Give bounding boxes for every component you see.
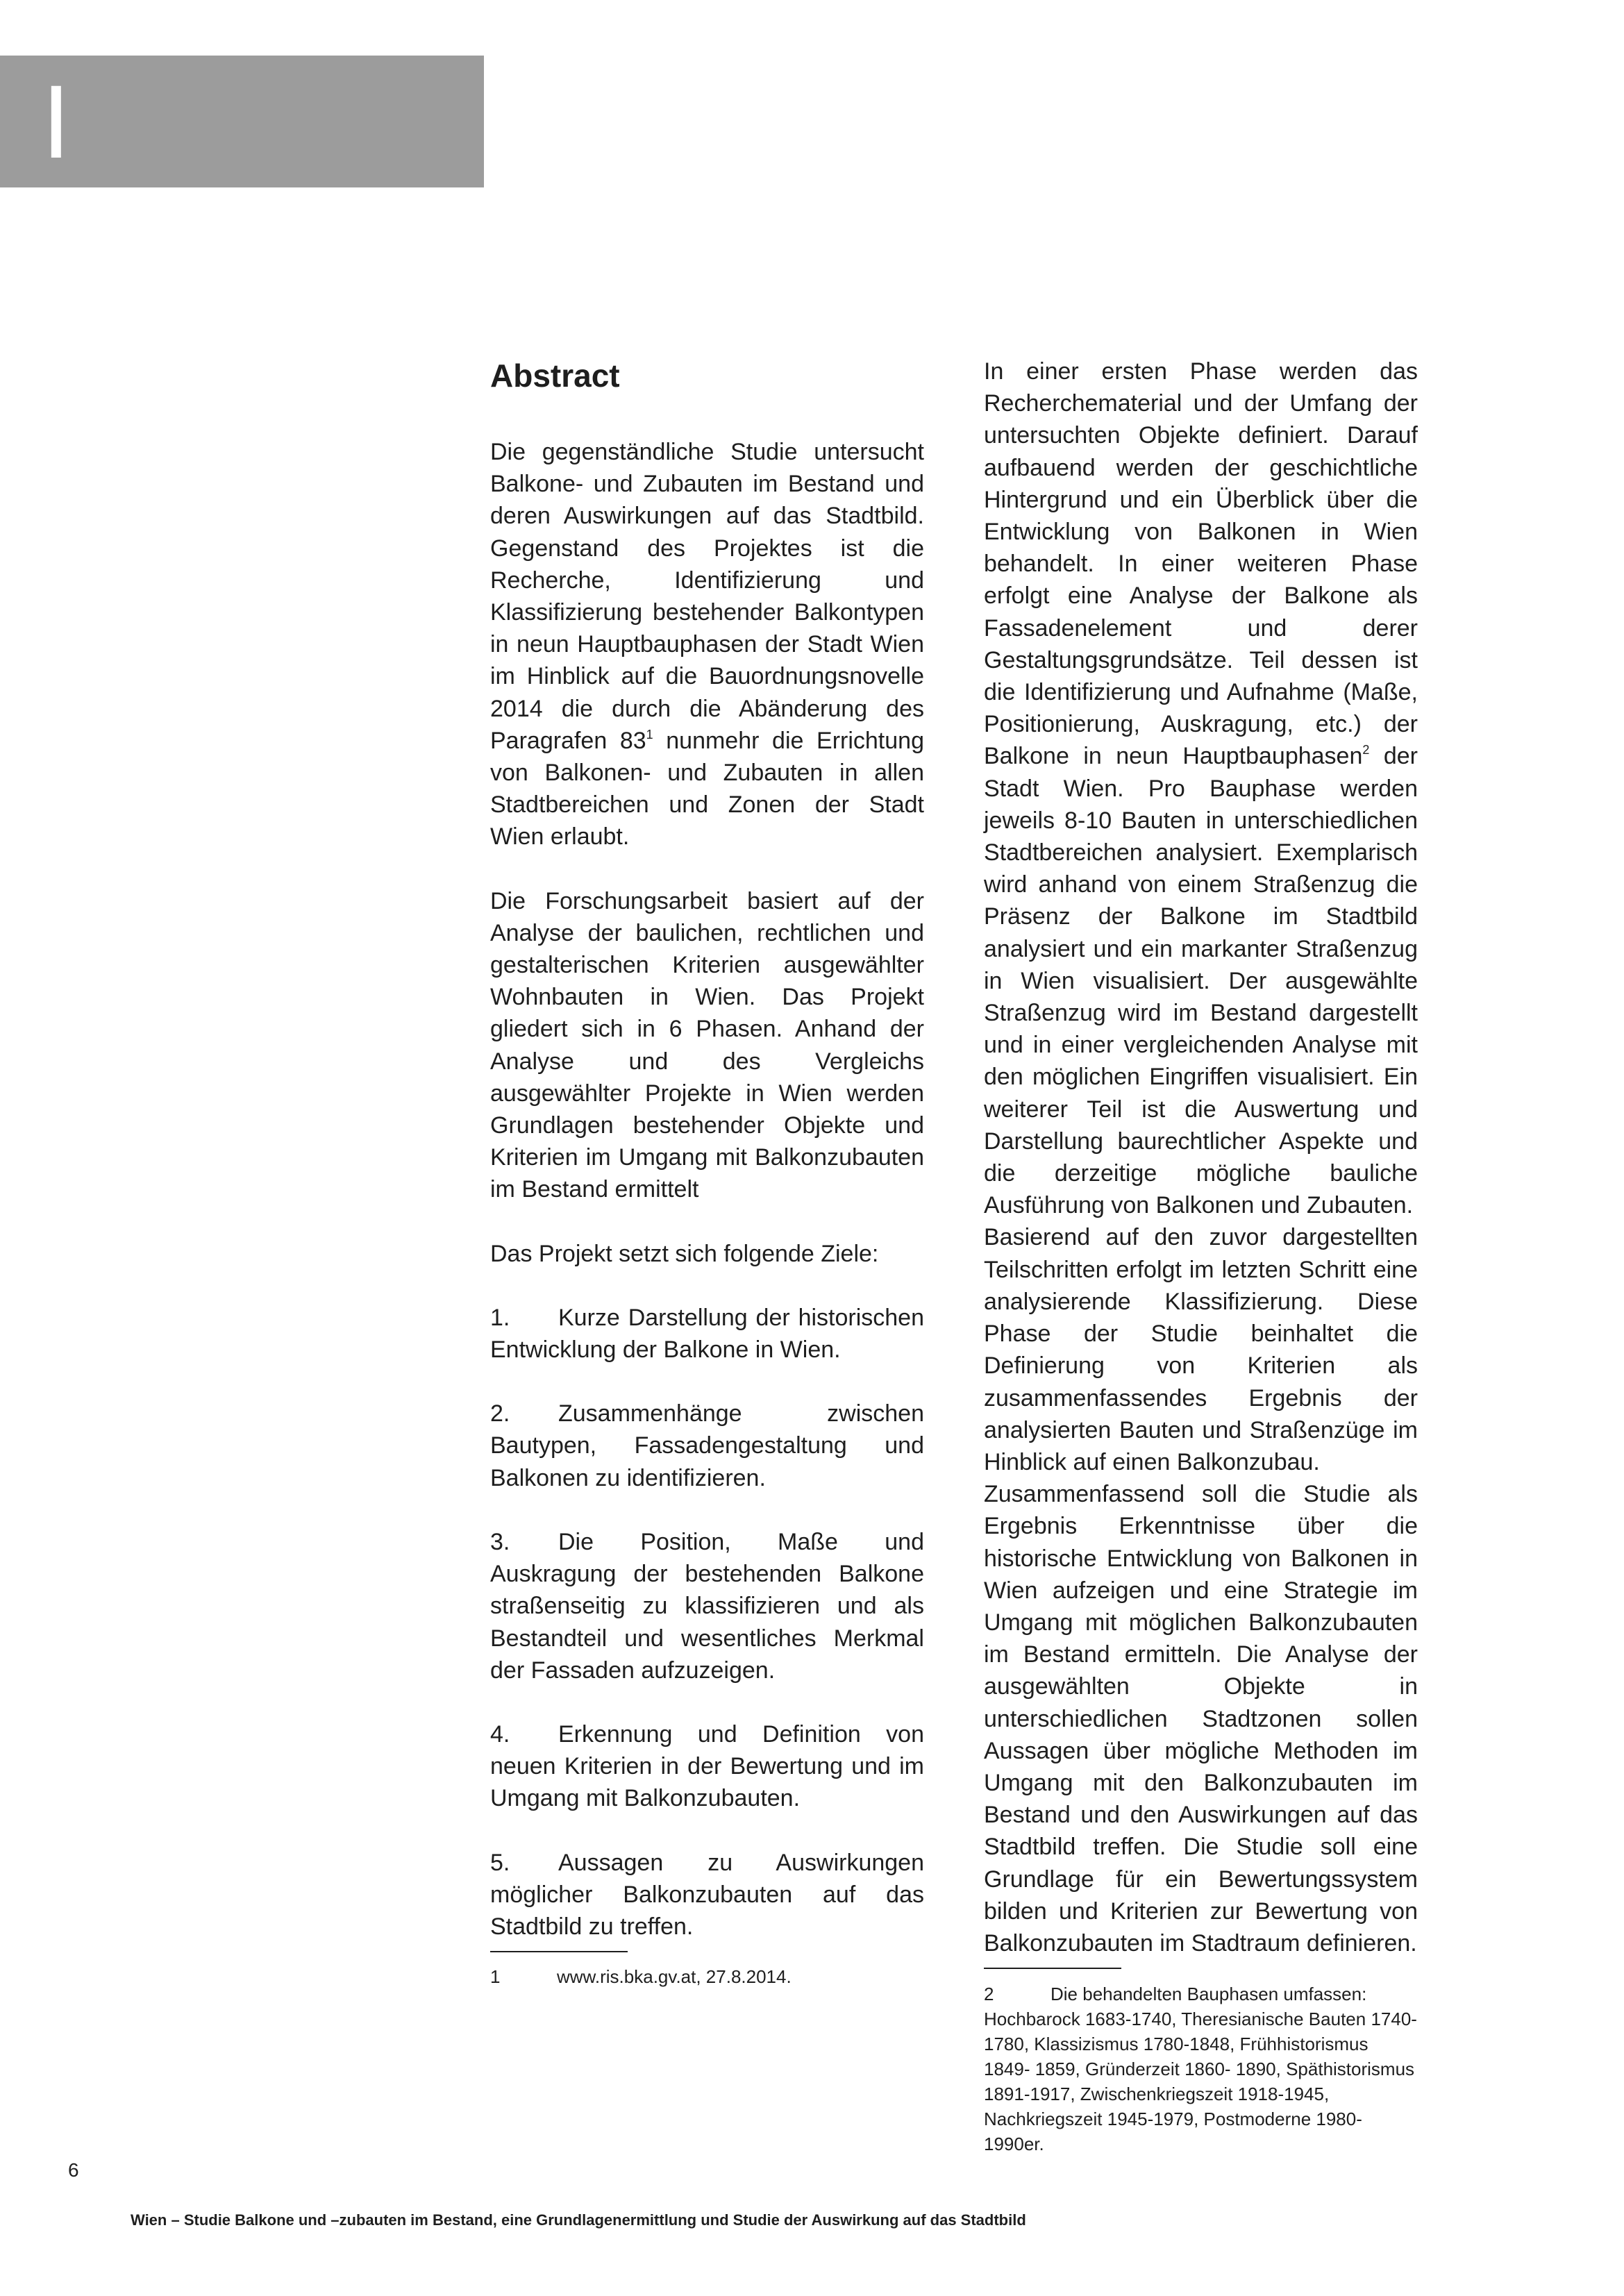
goal-number: 3.	[490, 1528, 510, 1555]
abstract-heading: Abstract	[490, 358, 620, 394]
footnote-text: Die behandelten Bauphasen umfassen: Hochbarock 1683-1740, Theresianische Bauten 1740-1780, Klassizismus 1780-1848, Frühhistorismus 1849- 1859, Gründerzeit 1860- 1890, Späthistorismus 1891-1917, Zwischenkriegszeit 1918-1945, Nachkriegszeit 1945-1979, Postmoderne 1980-1990er.	[984, 1984, 1417, 2155]
abstract-paragraph-2: Die Forschungsarbeit basiert auf der Analyse der baulichen, rechtlichen und gestalterischen Kriterien ausgewählter Wohnbauten in Wien. Das Projekt gliedert sich in 6 Phasen. Anhand der Analyse und des Vergleichs ausgewählter Projekte in Wien werden Grundlagen bestehender Objekte und Kriterien im Umgang mit Balkonzubauten im Bestand ermittelt	[490, 887, 924, 1203]
goal-number: 5.	[490, 1849, 510, 1876]
footnote-2	[984, 1981, 1418, 2156]
left-column	[490, 353, 924, 1988]
goal-text: Aussagen zu Auswirkungen möglicher Balkonzubauten auf das Stadtbild zu treffen.	[490, 1849, 924, 1940]
goal-number: 2.	[490, 1400, 510, 1427]
footnote-1	[490, 1965, 924, 1988]
goal-item	[490, 1847, 924, 1943]
method-paragraph-3: Zusammenfassend soll die Studie als Ergebnis Erkenntnisse über die historische Entwicklung von Balkonen in Wien aufzeigen und eine Strategie im Umgang mit möglichen Balkonzubauten im Bestand ermitteln. Die Analyse der ausgewählten Objekte in unterschiedlichen Stadtzonen sollen Aussagen über mögliche Methoden im Umgang mit den Balkonzubauten im Bestand und den Auswirkungen auf das Stadtbild treffen. Die Studie soll eine Grundlage für ein Bewertungssystem bilden und Kriterien zur Bewertung von Balkonzubauten im Stadtraum definieren.	[984, 1481, 1418, 1956]
goal-text: Die Position, Maße und Auskragung der bestehenden Balkone straßenseitig zu klassifizieren und als Bestandteil und wesentliches Merkmal der Fassaden aufzuzeigen.	[490, 1528, 924, 1684]
method-paragraph-1-text-a: In einer ersten Phase werden das Recherchematerial und der Umfang der untersuchten Objekte definiert. Darauf aufbauend werden der geschichtliche Hintergrund und ein Überblick über die Entwicklung von Balkonen in Wien behandelt. In einer weiteren Phase erfolgt eine Analyse der Balkone als Fassadenelement und derer Gestaltungsgrundsätze. Teil dessen ist die Identifizierung und Aufnahme (Maße, Positionierung, Auskragung, etc.) der Balkone in neun Hauptbauphasen	[984, 358, 1418, 770]
abstract-paragraph-1-text-a: Die gegenständliche Studie untersucht Balkone- und Zubauten im Bestand und deren Auswirkungen auf das Stadtbild. Gegenstand des Projektes ist die Recherche, Identifizierung und Klassifizierung bestehender Balkontypen in neun Hauptbauphasen der Stadt Wien im Hinblick auf die Bauordnungsnovelle 2014 die durch die Abänderung des Paragrafen 83	[490, 439, 924, 754]
chapter-header-band	[0, 56, 484, 217]
chapter-title: Inhalt Ziel und Methodik	[133, 196, 333, 217]
goals-intro: Das Projekt setzt sich folgende Ziele:	[490, 1240, 879, 1267]
footnote-ref-2: 2	[1362, 743, 1370, 757]
goal-number: 1.	[490, 1304, 510, 1331]
footnote-divider	[490, 1951, 628, 1952]
abstract-paragraph-1-text-b: nunmehr die Errichtung von Balkonen- und Zubauten in allen Stadtbereichen und Zonen der Stadt Wien erlaubt.	[490, 727, 924, 850]
goal-text: Kurze Darstellung der historischen Entwicklung der Balkone in Wien.	[490, 1304, 924, 1364]
goal-item	[490, 1398, 924, 1494]
goal-item	[490, 1718, 924, 1815]
method-paragraph-1-text-b: der Stadt Wien. Pro Bauphase werden jeweils 8-10 Bauten in unterschiedlichen Stadtbereichen analysiert. Exemplarisch wird anhand von einem Straßenzug die Präsenz der Balkone im Stadtbild analysiert und ein markanter Straßenzug in Wien visualisiert. Der ausgewählte Straßenzug wird im Bestand dargestellt und in einer vergleichenden Analyse mit den möglichen Eingriffen visualisiert. Ein weiterer Teil ist die Auswertung und Darstellung baurechtlicher Aspekte und die derzeitige mögliche bauliche Ausführung von Balkonen und Zubauten.	[984, 743, 1418, 1219]
goal-item	[490, 1302, 924, 1366]
goal-item	[490, 1526, 924, 1686]
goal-number: 4.	[490, 1720, 510, 1748]
footnote-text: www.ris.bka.gv.at, 27.8.2014.	[557, 1966, 792, 1988]
footnote-divider	[984, 1968, 1121, 1969]
footnote-number: 1	[490, 1966, 501, 1988]
page-number: 6	[68, 2159, 79, 2181]
chapter-numeral: I	[42, 63, 71, 180]
goal-text: Erkennung und Definition von neuen Kriterien in der Bewertung und im Umgang mit Balkonzubauten.	[490, 1720, 924, 1812]
method-paragraph-2: Basierend auf den zuvor dargestellten Teilschritten erfolgt im letzten Schritt eine analysierende Klassifizierung. Diese Phase der Studie beinhaltet die Definierung von Kriterien als zusammenfassendes Ergebnis der analysierten Bauten und Straßenzüge im Hinblick auf einen Balkonzubau.	[984, 1224, 1418, 1475]
goal-text: Zusammenhänge zwischen Bautypen, Fassadengestaltung und Balkonen zu identifizieren.	[490, 1400, 924, 1491]
footnote-ref-1: 1	[646, 727, 653, 741]
right-column	[984, 355, 1418, 2156]
footnote-number: 2	[984, 1984, 994, 2005]
abstract-paragraph-1	[490, 436, 924, 853]
method-paragraph-1	[984, 355, 1418, 1221]
running-footer-title: Wien – Studie Balkone und –zubauten im Bestand, eine Grundlagenermittlung und Studie der Auswirkung auf das Stadtbild	[131, 2211, 1026, 2229]
